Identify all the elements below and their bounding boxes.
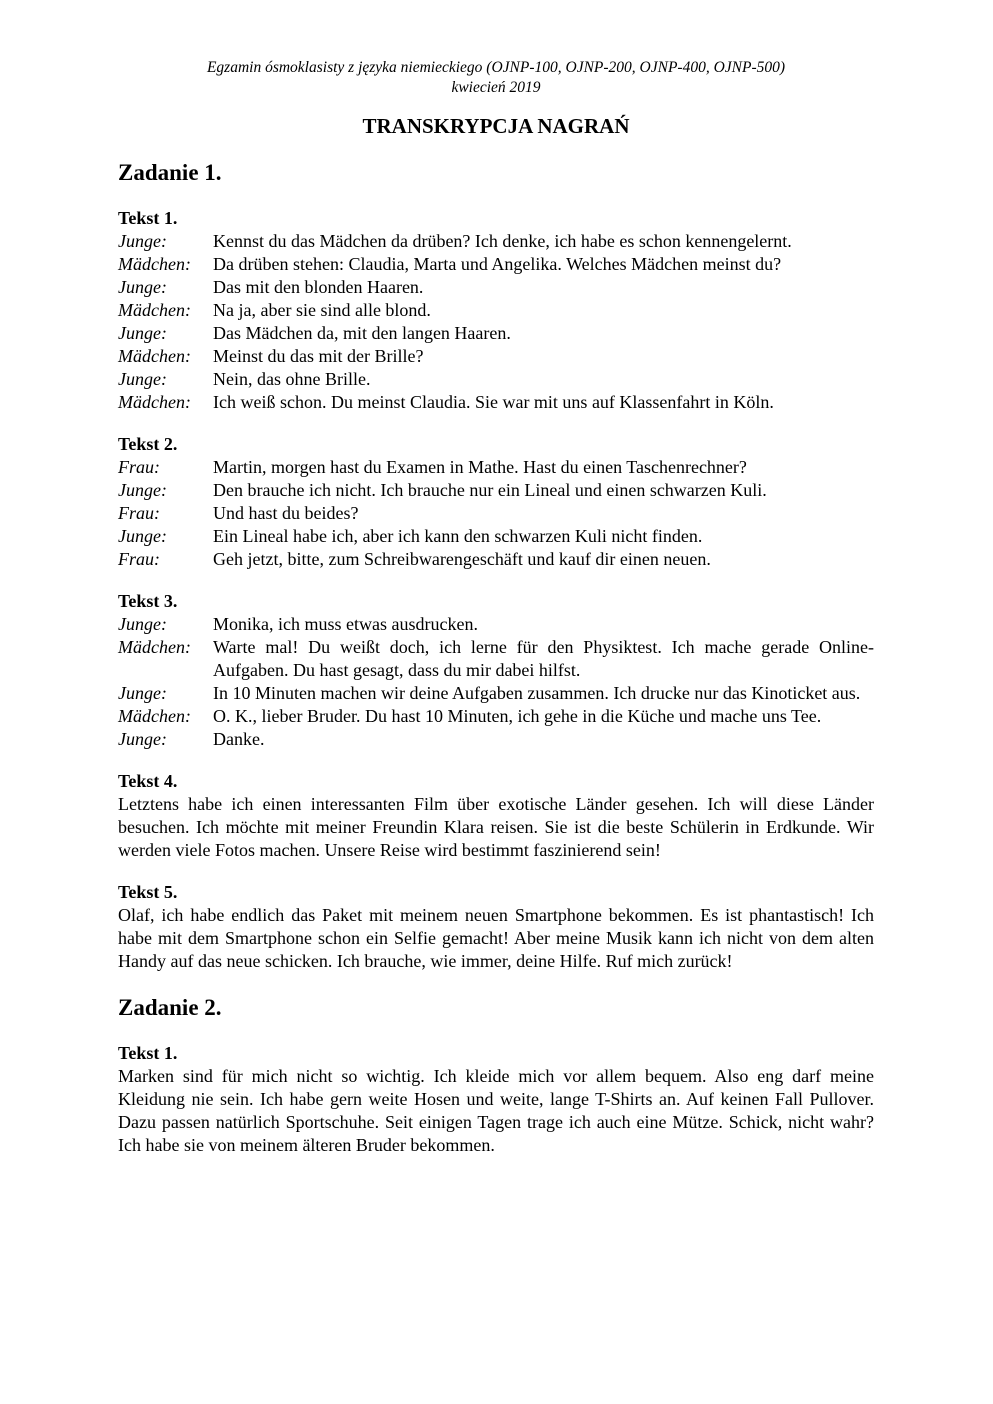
utterance-text: Monika, ich muss etwas ausdrucken.: [213, 614, 478, 634]
speaker-label: Junge:: [118, 683, 167, 703]
dialogue-line: [118, 345, 874, 368]
speaker-label: Junge:: [118, 614, 167, 634]
utterance-text: Da drüben stehen: Claudia, Marta und Angelika. Welches Mädchen meinst du?: [213, 254, 782, 274]
speaker-label: Frau:: [118, 549, 160, 569]
dialogue-line: [118, 636, 874, 682]
speaker-label: Junge:: [118, 323, 167, 343]
document-title: TRANSKRYPCJA NAGRAŃ: [362, 114, 630, 138]
utterance-text: Meinst du das mit der Brille?: [213, 346, 424, 366]
utterance-text: Geh jetzt, bitte, zum Schreibwarengeschäft und kauf dir einen neuen.: [213, 549, 711, 569]
utterance-text: Warte mal! Du weißt doch, ich lerne für den Physiktest. Ich mache gerade Online-Aufgaben. Du hast gesagt, dass du mir dabei hilfst.: [213, 637, 874, 680]
dialogue-line: [118, 276, 874, 299]
monologue-text: Marken sind für mich nicht so wichtig. Ich kleide mich vor allem bequem. Also eng darf meine Kleidung nie sein. Ich habe gern weite Hosen und weite, lange T-Shirts an. Auf keinen Fall Pullover. Dazu passen natürlich Sportschuhe. Seit einigen Tagen trage ich auch eine Mütze. Schick, nicht wahr? Ich habe sie von meinem älteren Bruder bekommen.: [118, 1066, 874, 1155]
speaker-label: Junge:: [118, 369, 167, 389]
dialogue-line: [118, 391, 874, 414]
dialogue-line: [118, 299, 874, 322]
utterance-text: Und hast du beides?: [213, 503, 359, 523]
speaker-label: Mädchen:: [118, 706, 191, 726]
monologue-text: Olaf, ich habe endlich das Paket mit meinem neuen Smartphone bekommen. Es ist phantastisch! Ich habe mit dem Smartphone schon ein Selfie gemacht! Aber meine Musik kann ich nicht von dem alten Handy auf das neue schicken. Ich brauche, wie immer, deine Hilfe. Ruf mich zurück!: [118, 905, 874, 971]
monologue-text: Letztens habe ich einen interessanten Film über exotische Länder gesehen. Ich will diese Länder besuchen. Ich möchte mit meiner Freundin Klara reisen. Sie ist die beste Schülerin in Erdkunde. Wir werden viele Fotos machen. Unsere Reise wird bestimmt faszinierend sein!: [118, 794, 874, 860]
dialogue-line: [118, 548, 874, 571]
utterance-text: In 10 Minuten machen wir deine Aufgaben zusammen. Ich drucke nur das Kinoticket aus.: [213, 683, 861, 703]
zadanie-1-tekst-4: [118, 770, 874, 862]
utterance-text: Danke.: [213, 729, 265, 749]
speaker-label: Mädchen:: [118, 637, 191, 657]
tekst-title: Tekst 1.: [118, 208, 178, 228]
utterance-text: Ich weiß schon. Du meinst Claudia. Sie war mit uns auf Klassenfahrt in Köln.: [213, 392, 774, 412]
speaker-label: Junge:: [118, 231, 167, 251]
dialogue-line: [118, 502, 874, 525]
exam-header: [118, 58, 874, 98]
zadanie-1-tekst-2: [118, 433, 874, 571]
dialogue-line: [118, 322, 874, 345]
zadanie-2-tekst-1: [118, 1042, 874, 1157]
utterance-text: Das Mädchen da, mit den langen Haaren.: [213, 323, 511, 343]
speaker-label: Junge:: [118, 526, 167, 546]
speaker-label: Mädchen:: [118, 254, 191, 274]
utterance-text: Das mit den blonden Haaren.: [213, 277, 424, 297]
tekst-title: Tekst 3.: [118, 591, 178, 611]
utterance-text: Den brauche ich nicht. Ich brauche nur ein Lineal und einen schwarzen Kuli.: [213, 480, 767, 500]
zadanie-1-tekst-1: [118, 207, 874, 414]
exam-header-line-1: Egzamin ósmoklasisty z języka niemieckiego (OJNP-100, OJNP-200, OJNP-400, OJNP-500): [206, 59, 786, 76]
dialogue-line: [118, 479, 874, 502]
dialogue-line: [118, 728, 874, 751]
tekst-title: Tekst 1.: [118, 1043, 178, 1063]
dialogue-line: [118, 682, 874, 705]
speaker-label: Frau:: [118, 503, 160, 523]
dialogue-line: [118, 613, 874, 636]
speaker-label: Junge:: [118, 480, 167, 500]
speaker-label: Mädchen:: [118, 346, 191, 366]
dialogue-line: [118, 253, 874, 276]
utterance-text: O. K., lieber Bruder. Du hast 10 Minuten, ich gehe in die Küche und mache uns Tee.: [213, 706, 822, 726]
dialogue-line: [118, 456, 874, 479]
zadanie-1-tekst-5: [118, 881, 874, 973]
tekst-title: Tekst 5.: [118, 882, 178, 902]
utterance-text: Na ja, aber sie sind alle blond.: [213, 300, 431, 320]
speaker-label: Mädchen:: [118, 300, 191, 320]
tekst-title: Tekst 4.: [118, 771, 178, 791]
dialogue-line: [118, 705, 874, 728]
tekst-title: Tekst 2.: [118, 434, 178, 454]
zadanie-2-heading: Zadanie 2.: [118, 995, 222, 1020]
dialogue-line: [118, 368, 874, 391]
utterance-text: Nein, das ohne Brille.: [213, 369, 371, 389]
utterance-text: Kennst du das Mädchen da drüben? Ich denke, ich habe es schon kennengelernt.: [213, 231, 792, 251]
speaker-label: Junge:: [118, 277, 167, 297]
speaker-label: Frau:: [118, 457, 160, 477]
dialogue-line: [118, 525, 874, 548]
utterance-text: Martin, morgen hast du Examen in Mathe. Hast du einen Taschenrechner?: [213, 457, 747, 477]
document-page: [118, 58, 874, 1157]
dialogue-line: [118, 230, 874, 253]
speaker-label: Junge:: [118, 729, 167, 749]
utterance-text: Ein Lineal habe ich, aber ich kann den schwarzen Kuli nicht finden.: [213, 526, 703, 546]
exam-header-line-2: kwiecień 2019: [451, 79, 541, 96]
speaker-label: Mädchen:: [118, 392, 191, 412]
zadanie-1-tekst-3: [118, 590, 874, 751]
zadanie-1-heading: Zadanie 1.: [118, 160, 222, 185]
